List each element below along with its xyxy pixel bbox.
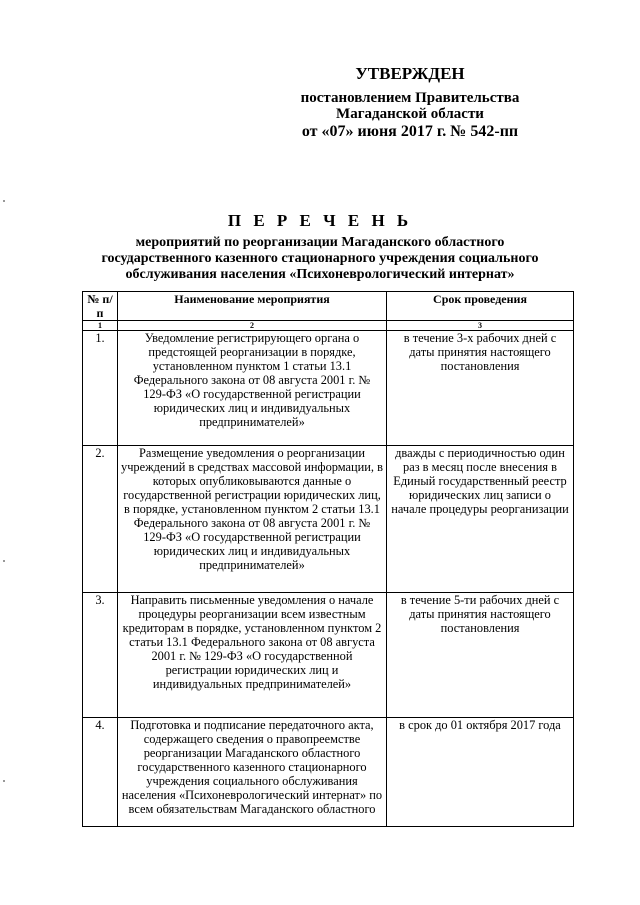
row-num: 3. — [83, 593, 118, 718]
approval-line-3: от «07» июня 2017 г. № 542-пп — [301, 123, 519, 140]
row-num: 4. — [83, 718, 118, 827]
scan-artifact — [3, 560, 5, 562]
table-row — [83, 718, 574, 827]
table-index-row — [83, 321, 574, 331]
table-row — [83, 593, 574, 718]
row-term: дважды с периодичностью один раз в месяц после внесения в Единый государственный реестр юридических лиц записи о начале процедуры реорганизации — [387, 446, 574, 593]
index-cell: 1 — [83, 321, 118, 331]
table-header-row — [83, 292, 574, 321]
document-title: П Е Р Е Ч Е Н Ь — [227, 211, 413, 230]
table-row — [83, 331, 574, 446]
heading-line-3: обслуживания населения «Психоневрологический интернат» — [125, 267, 515, 282]
scan-artifact — [3, 780, 5, 782]
approval-line-2: Магаданской области — [336, 106, 484, 122]
row-name: Направить письменные уведомления о начале процедуры реорганизации всем известным кредиторам в порядке, установленном пунктом 2 статьи 13.1 Федерального закона от 08 августа 2001 г. № 129-ФЗ «О государственной регистрации юридических лиц и индивидуальных предпринимателей» — [118, 593, 387, 718]
index-cell: 2 — [118, 321, 387, 331]
approval-title: УТВЕРЖДЕН — [355, 64, 465, 83]
heading-line-2: государственного казенного стационарного учреждения социального — [101, 251, 539, 266]
measures-table — [82, 291, 574, 827]
row-name: Уведомление регистрирующего органа о предстоящей реорганизации в порядке, установленном пунктом 1 статьи 13.1 Федерального закона от 08 августа 2001 г. № 129-ФЗ «О государственной регистрации юридических лиц и индивидуальных предпринимателей» — [118, 331, 387, 446]
row-name: Размещение уведомления о реорганизации учреждений в средствах массовой информации, в которых опубликовываются данные о государственной регистрации юридических лиц, в порядке, установленном пунктом 2 статьи 13.1 Федерального закона от 08 августа 2001 г. № 129-ФЗ «О государственной регистрации юридических лиц и индивидуальных предпринимателей» — [118, 446, 387, 593]
approval-line-1: постановлением Правительства — [300, 90, 520, 106]
row-name: Подготовка и подписание передаточного акта, содержащего сведения о правопреемстве реорганизации Магаданского областного государственного казенного стационарного учреждения социального обслуживания населения «Психоневрологический интернат» по всем обязательствам Магаданского областного — [118, 718, 387, 827]
scan-artifact — [3, 200, 5, 202]
index-cell: 3 — [387, 321, 574, 331]
header-term: Срок проведения — [387, 292, 574, 321]
row-term: в течение 5-ти рабочих дней с даты принятия настоящего постановления — [387, 593, 574, 718]
header-name: Наименование мероприятия — [118, 292, 387, 321]
heading-line-1: мероприятий по реорганизации Магаданского областного — [135, 235, 505, 250]
row-term: в срок до 01 октября 2017 года — [387, 718, 574, 827]
row-num: 2. — [83, 446, 118, 593]
table-row — [83, 446, 574, 593]
header-num: № п/п — [83, 292, 118, 321]
row-term: в течение 3-х рабочих дней с даты принятия настоящего постановления — [387, 331, 574, 446]
row-num: 1. — [83, 331, 118, 446]
